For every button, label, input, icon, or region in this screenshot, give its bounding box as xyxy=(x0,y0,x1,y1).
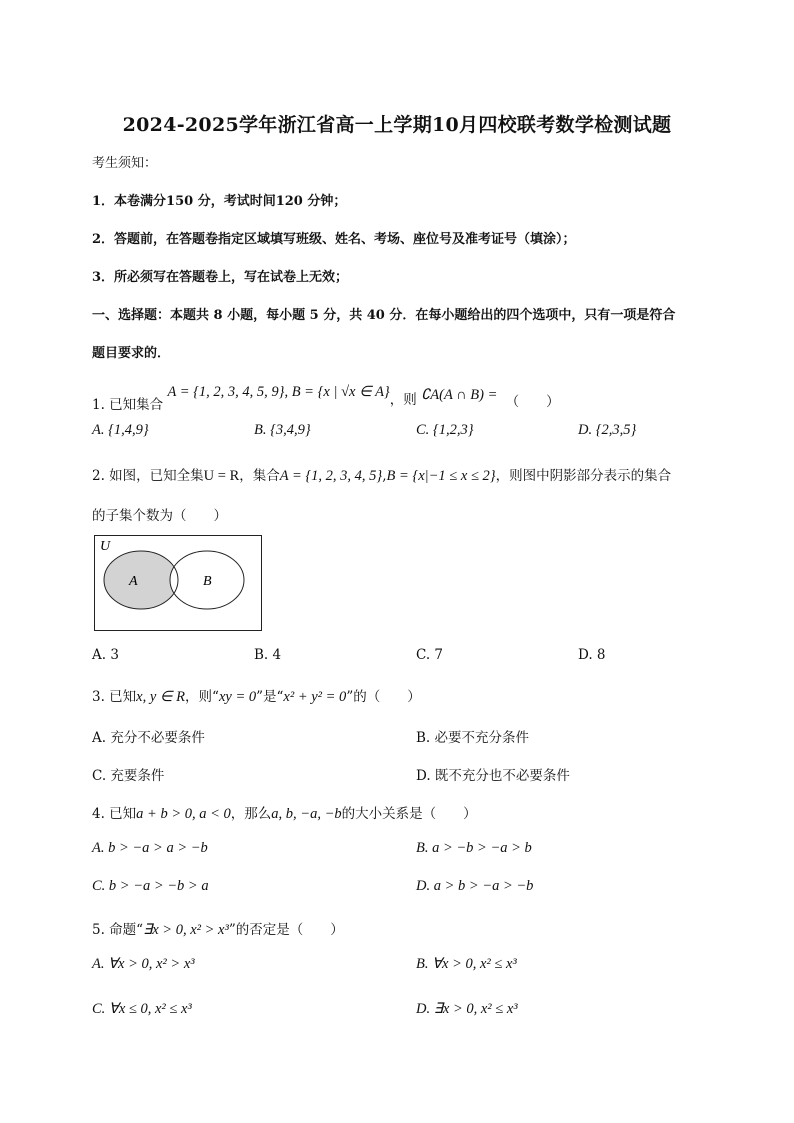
notice-item-3: 3．所必须写在答题卷上，写在试卷上无效； xyxy=(92,270,349,285)
q1-middle: ，则 xyxy=(389,392,417,408)
q1-option-a: A. {1,4,9} xyxy=(92,422,149,438)
q3-option-a: A. 充分不必要条件 xyxy=(92,730,205,746)
q5-prop: ∃x > 0, x² > x³ xyxy=(143,922,229,938)
q3-option-c: C. 充要条件 xyxy=(92,768,165,784)
q4-option-c: C. b > −a > −b > a xyxy=(92,878,209,894)
q1-option-b: B. {3,4,9} xyxy=(254,422,311,438)
q2-suffix: ，则图中阴影部分表示的集合 xyxy=(495,468,672,484)
question-2: 2. 如图，已知全集U = R，集合A = {1, 2, 3, 4, 5},B = {x|−1 ≤ x ≤ 2}，则图中阴影部分表示的集合 xyxy=(92,468,672,484)
q1-prefix: 1. 已知集合 xyxy=(92,397,164,413)
q3-prefix: 3. 已知 xyxy=(92,689,137,705)
q5-option-b: B. ∀x > 0, x² ≤ x³ xyxy=(416,956,517,972)
question-4: 4. 已知a + b > 0, a < 0，那么a, b, −a, −b的大小关系是（ ） xyxy=(92,806,477,822)
q1-option-c: C. {1,2,3} xyxy=(416,422,474,438)
q2-mid: ，集合 xyxy=(239,468,280,484)
venn-label-b: B xyxy=(203,574,212,589)
question-5: 5. 命题“∃x > 0, x² > x³”的否定是（ ） xyxy=(92,922,344,938)
q2-set-b: B = {x|−1 ≤ x ≤ 2} xyxy=(386,468,496,484)
section-heading-cont: 题目要求的． xyxy=(92,346,171,361)
q1-set-b: B = {x | √x ∈ A} xyxy=(291,384,390,400)
venn-svg xyxy=(94,535,262,631)
q5-option-d: D. ∃x > 0, x² ≤ x³ xyxy=(416,1001,518,1017)
q2-prefix: 2. 如图，已知全集 xyxy=(92,468,204,484)
q1-option-d: D. {2,3,5} xyxy=(578,422,637,438)
question-1: 1. 已知集合 A = {1, 2, 3, 4, 5, 9}, B = {x | √x ∈ A}，则 ∁A(A ∩ B) = （ ） xyxy=(92,384,560,413)
q1-expr: ∁A(A ∩ B) = xyxy=(421,387,498,403)
venn-label-a: A xyxy=(129,574,138,589)
q3-cond1: xy = 0 xyxy=(218,689,257,705)
q5-prefix: 5. 命题“ xyxy=(92,922,144,938)
q4-option-a: A. b > −a > a > −b xyxy=(92,840,208,856)
q1-set-a: A = {1, 2, 3, 4, 5, 9} xyxy=(167,384,285,400)
q2-option-c: C. 7 xyxy=(416,647,444,663)
q3-option-d: D. 既不充分也不必要条件 xyxy=(416,768,570,784)
q3-option-b: B. 必要不充分条件 xyxy=(416,730,530,746)
q3-vars: x, y ∈ R xyxy=(136,689,186,705)
q2-set-a: A = {1, 2, 3, 4, 5} xyxy=(279,468,383,484)
q2-universal-set: U = R xyxy=(203,468,240,484)
page-title: 2024-2025学年浙江省高一上学期10月四校联考数学检测试题 xyxy=(122,114,672,136)
notice-item-1: 1．本卷满分150 分，考试时间120 分钟； xyxy=(92,194,347,209)
q3-cond2: x² + y² = 0 xyxy=(283,689,347,705)
q5-option-a: A. ∀x > 0, x² > x³ xyxy=(92,956,195,972)
venn-label-u: U xyxy=(100,539,111,554)
q4-vars: a, b, −a, −b xyxy=(271,806,342,822)
q4-cond: a + b > 0, a < 0 xyxy=(136,806,231,822)
question-3: 3. 已知x, y ∈ R，则“xy = 0”是“x² + y² = 0”的（ ） xyxy=(92,689,421,705)
q1-blank: （ ） xyxy=(505,394,560,410)
q4-option-d: D. a > b > −a > −b xyxy=(416,878,534,894)
notice-heading: 考生须知： xyxy=(92,156,158,171)
q5-option-c: C. ∀x ≤ 0, x² ≤ x³ xyxy=(92,1001,192,1017)
q2-line2: 的子集个数为（ ） xyxy=(92,508,227,524)
q2-option-a: A. 3 xyxy=(92,647,119,663)
q2-option-b: B. 4 xyxy=(254,647,282,663)
q2-option-d: D. 8 xyxy=(578,647,606,663)
section-heading: 一、选择题：本题共 8 小题，每小题 5 分，共 40 分．在每小题给出的四个选项中，只有一项是符合 xyxy=(92,308,676,323)
notice-item-2: 2．答题前，在答题卷指定区域填写班级、姓名、考场、座位号及准考证号（填涂）； xyxy=(92,232,576,247)
q4-prefix: 4. 已知 xyxy=(92,806,137,822)
q4-option-b: B. a > −b > −a > b xyxy=(416,840,532,856)
venn-diagram xyxy=(94,535,262,631)
